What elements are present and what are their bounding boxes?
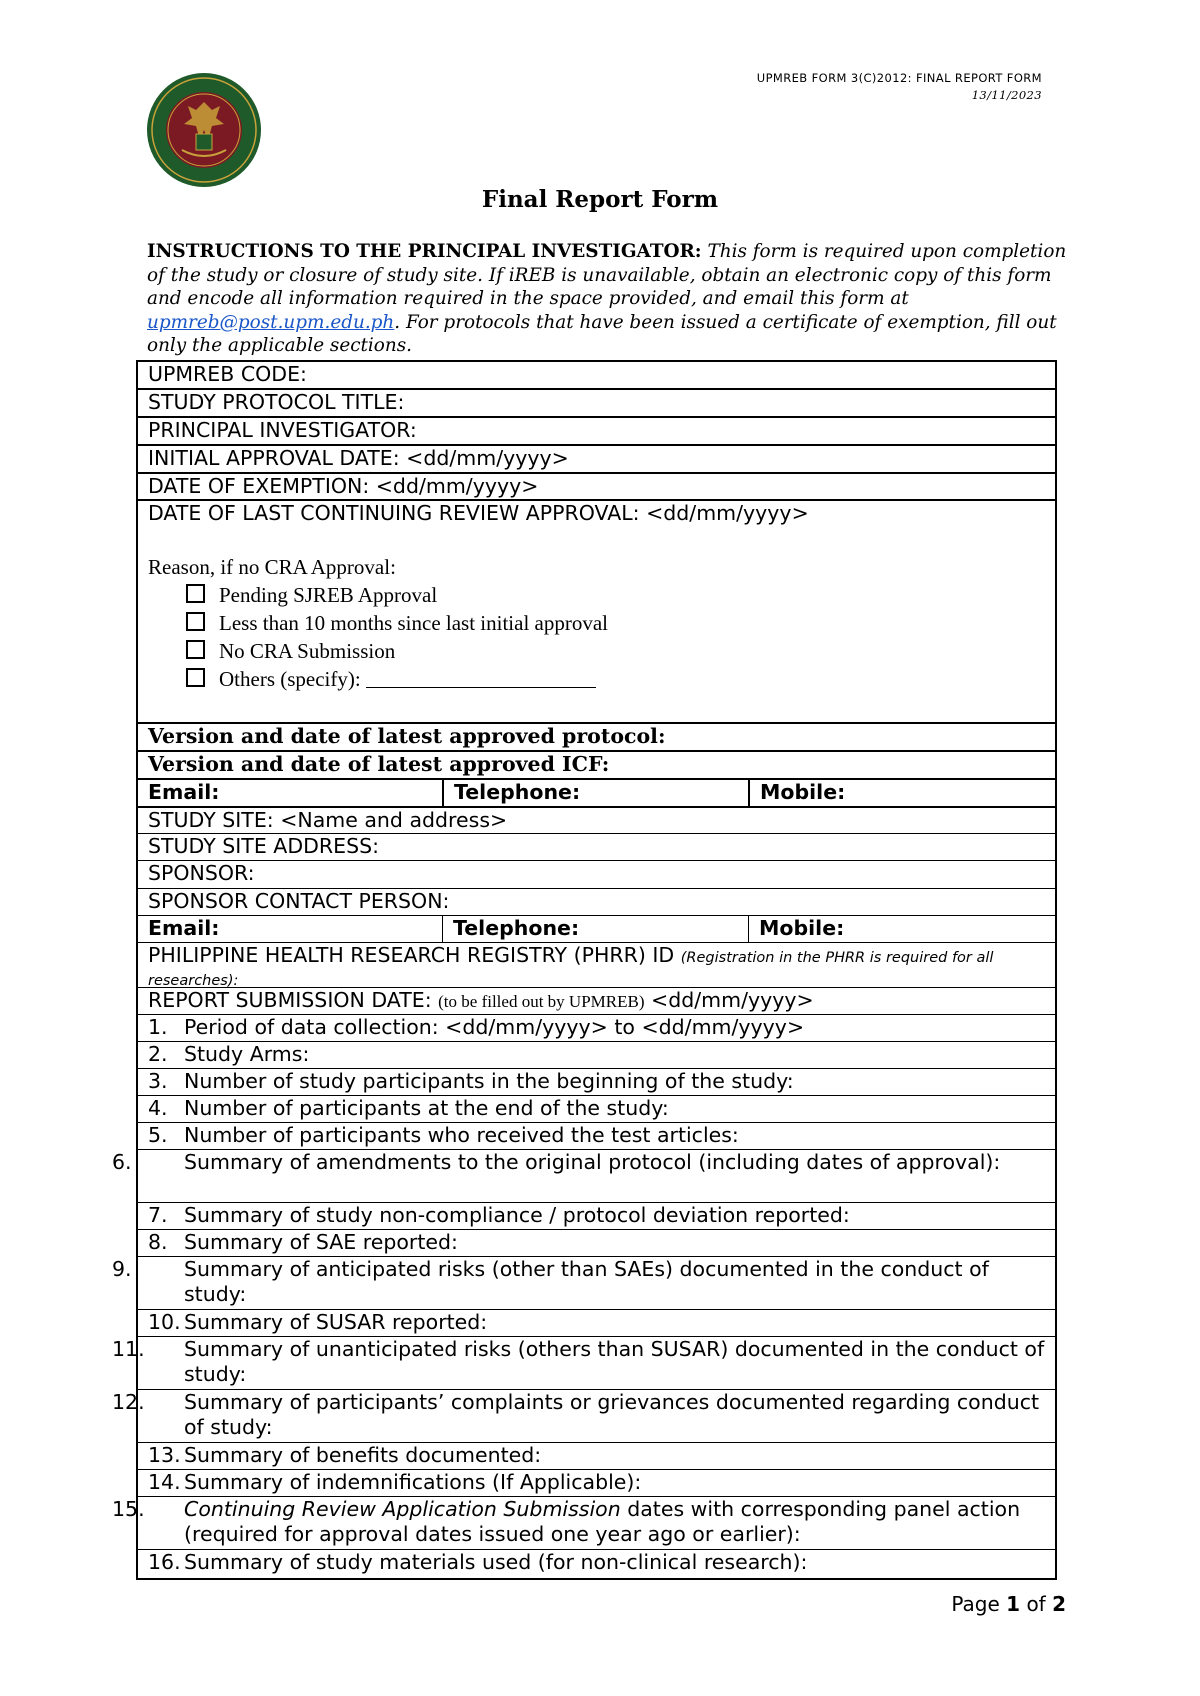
pi-mobile-label: Mobile: — [760, 780, 846, 804]
protocol-title-row[interactable] — [138, 388, 1055, 416]
sponsor-contact-label: SPONSOR CONTACT PERSON: — [148, 889, 450, 913]
initial-approval-row[interactable] — [138, 444, 1055, 472]
instructions — [147, 240, 1067, 358]
item-row-2[interactable]: 2. Study Arms: — [138, 1041, 1055, 1068]
report-date-row[interactable] — [138, 987, 1055, 1014]
study-site-label: STUDY SITE: <Name and address> — [148, 808, 508, 832]
item-row-4[interactable]: 4. Number of participants at the end of the study: — [138, 1095, 1055, 1122]
item-row-11[interactable]: 11. Summary of unanticipated risks (others than SUSAR) documented in the conduct of study: — [138, 1336, 1055, 1389]
sponsor-label: SPONSOR: — [148, 861, 255, 885]
item-row-1[interactable]: 1. Period of data collection: <dd/mm/yyyy> to <dd/mm/yyyy> — [138, 1014, 1055, 1041]
sponsor-mobile-label: Mobile: — [759, 916, 845, 940]
reason-option-no-cra[interactable]: No CRA Submission — [148, 637, 1055, 665]
item-row-13[interactable]: 13. Summary of benefits documented: — [138, 1442, 1055, 1469]
upmreb-code-row[interactable] — [138, 360, 1055, 388]
item-row-5[interactable]: 5. Number of participants who received the test articles: — [138, 1122, 1055, 1149]
sponsor-telephone-cell[interactable] — [442, 916, 579, 942]
item-row-15[interactable]: 15. Continuing Review Application Submission dates with corresponding panel action (required for approval dates issued one year ago or earlier): — [138, 1496, 1055, 1549]
pi-telephone-label: Telephone: — [454, 780, 581, 804]
form-code: UPMREB FORM 3(C)2012: FINAL REPORT FORM — [756, 71, 1042, 85]
item-row-7[interactable]: 7. Summary of study non-compliance / protocol deviation reported: — [138, 1202, 1055, 1229]
page-number: Page 1 of 2 — [951, 1592, 1066, 1616]
pi-telephone-cell[interactable] — [442, 780, 580, 806]
phrr-label: PHILIPPINE HEALTH RESEARCH REGISTRY (PHRR) ID — [148, 943, 675, 967]
email-link[interactable]: upmreb@post.upm.edu.ph — [147, 311, 395, 333]
pi-label: PRINCIPAL INVESTIGATOR: — [148, 418, 417, 442]
item-row-10[interactable]: 10. Summary of SUSAR reported: — [138, 1309, 1055, 1336]
item-row-3[interactable]: 3. Number of study participants in the beginning of the study: — [138, 1068, 1055, 1095]
last-cra-row — [138, 499, 1055, 722]
reason-option-less-than-10-months[interactable]: Less than 10 months since last initial approval — [148, 609, 1055, 637]
report-date-label: REPORT SUBMISSION DATE: — [148, 988, 432, 1012]
others-specify-blank[interactable] — [366, 668, 596, 688]
form-bottom-border — [138, 1578, 1055, 1580]
phrr-row[interactable]: PHILIPPINE HEALTH RESEARCH REGISTRY (PHRR) ID (Registration in the PHRR is required for all researches): — [138, 942, 1055, 987]
protocol-title-label: STUDY PROTOCOL TITLE: — [148, 390, 405, 414]
study-site-address-row[interactable] — [138, 833, 1055, 860]
checkbox[interactable] — [186, 584, 205, 603]
university-seal-logo — [146, 72, 262, 188]
checkbox[interactable] — [186, 640, 205, 659]
latest-icf-row[interactable] — [138, 750, 1055, 778]
item-row-12[interactable]: 12. Summary of participants’ complaints or grievances documented regarding conduct of study: — [138, 1389, 1055, 1442]
instructions-text-1: This form is required upon completion of the study or closure of study site. If iREB is unavailable, obtain an electronic copy of this form and encode all information required in the space provided, and email this form at — [147, 241, 1067, 310]
pi-email-label[interactable]: Email: — [148, 780, 220, 804]
exemption-label: DATE OF EXEMPTION: <dd/mm/yyyy> — [148, 474, 539, 498]
study-site-row[interactable] — [138, 806, 1055, 833]
sponsor-contact-row[interactable] — [138, 888, 1055, 915]
pi-row[interactable] — [138, 416, 1055, 444]
sponsor-row[interactable] — [138, 860, 1055, 888]
checkbox[interactable] — [186, 612, 205, 631]
form-header — [757, 70, 1042, 104]
report-date-note: (to be filled out by UPMREB) — [438, 992, 645, 1011]
item-row-8[interactable]: 8. Summary of SAE reported: — [138, 1229, 1055, 1256]
sponsor-mobile-cell[interactable] — [748, 916, 844, 942]
report-date-placeholder: <dd/mm/yyyy> — [651, 988, 814, 1012]
last-cra-label: DATE OF LAST CONTINUING REVIEW APPROVAL: <dd/mm/yyyy> — [148, 501, 809, 525]
study-site-address-label: STUDY SITE ADDRESS: — [148, 834, 380, 858]
sponsor-contact-info-row — [138, 915, 1055, 942]
latest-protocol-label: Version and date of latest approved protocol: — [148, 724, 666, 748]
upmreb-code-label: UPMREB CODE: — [148, 362, 307, 386]
final-report-form — [112, 360, 1057, 1580]
item-row-6[interactable]: 6. Summary of amendments to the original protocol (including dates of approval): — [138, 1149, 1055, 1202]
item-row-9[interactable]: 9. Summary of anticipated risks (other than SAEs) documented in the conduct of study: — [138, 1256, 1055, 1309]
reason-option-pending[interactable]: Pending SJREB Approval — [148, 581, 1055, 609]
checkbox[interactable] — [186, 668, 205, 687]
reason-option-others[interactable]: Others (specify): — [148, 665, 1055, 693]
item-row-16[interactable]: 16. Summary of study materials used (for non-clinical research): — [138, 1549, 1055, 1578]
initial-approval-label: INITIAL APPROVAL DATE: <dd/mm/yyyy> — [148, 446, 569, 470]
sponsor-email-label[interactable]: Email: — [148, 916, 220, 940]
reason-label: Reason, if no CRA Approval: — [148, 555, 396, 579]
pi-mobile-cell[interactable] — [748, 780, 845, 806]
pi-contact-row — [138, 778, 1055, 806]
phrr-note: (Registration in the PHRR is required for all researches) — [148, 950, 994, 989]
form-revision-date: 13/11/2023 — [971, 88, 1042, 102]
page-title: Final Report Form — [481, 186, 719, 213]
instructions-text-2: . For protocols that have been issued a certificate of exemption, fill out only the applicable sections. — [147, 311, 1057, 357]
instructions-lead: INSTRUCTIONS TO THE PRINCIPAL INVESTIGATOR: — [147, 241, 702, 262]
latest-protocol-row[interactable] — [138, 722, 1055, 750]
sponsor-telephone-label: Telephone: — [453, 916, 580, 940]
latest-icf-label: Version and date of latest approved ICF: — [148, 752, 610, 776]
item-row-14[interactable]: 14. Summary of indemnifications (If Applicable): — [138, 1469, 1055, 1496]
exemption-row[interactable] — [138, 472, 1055, 499]
